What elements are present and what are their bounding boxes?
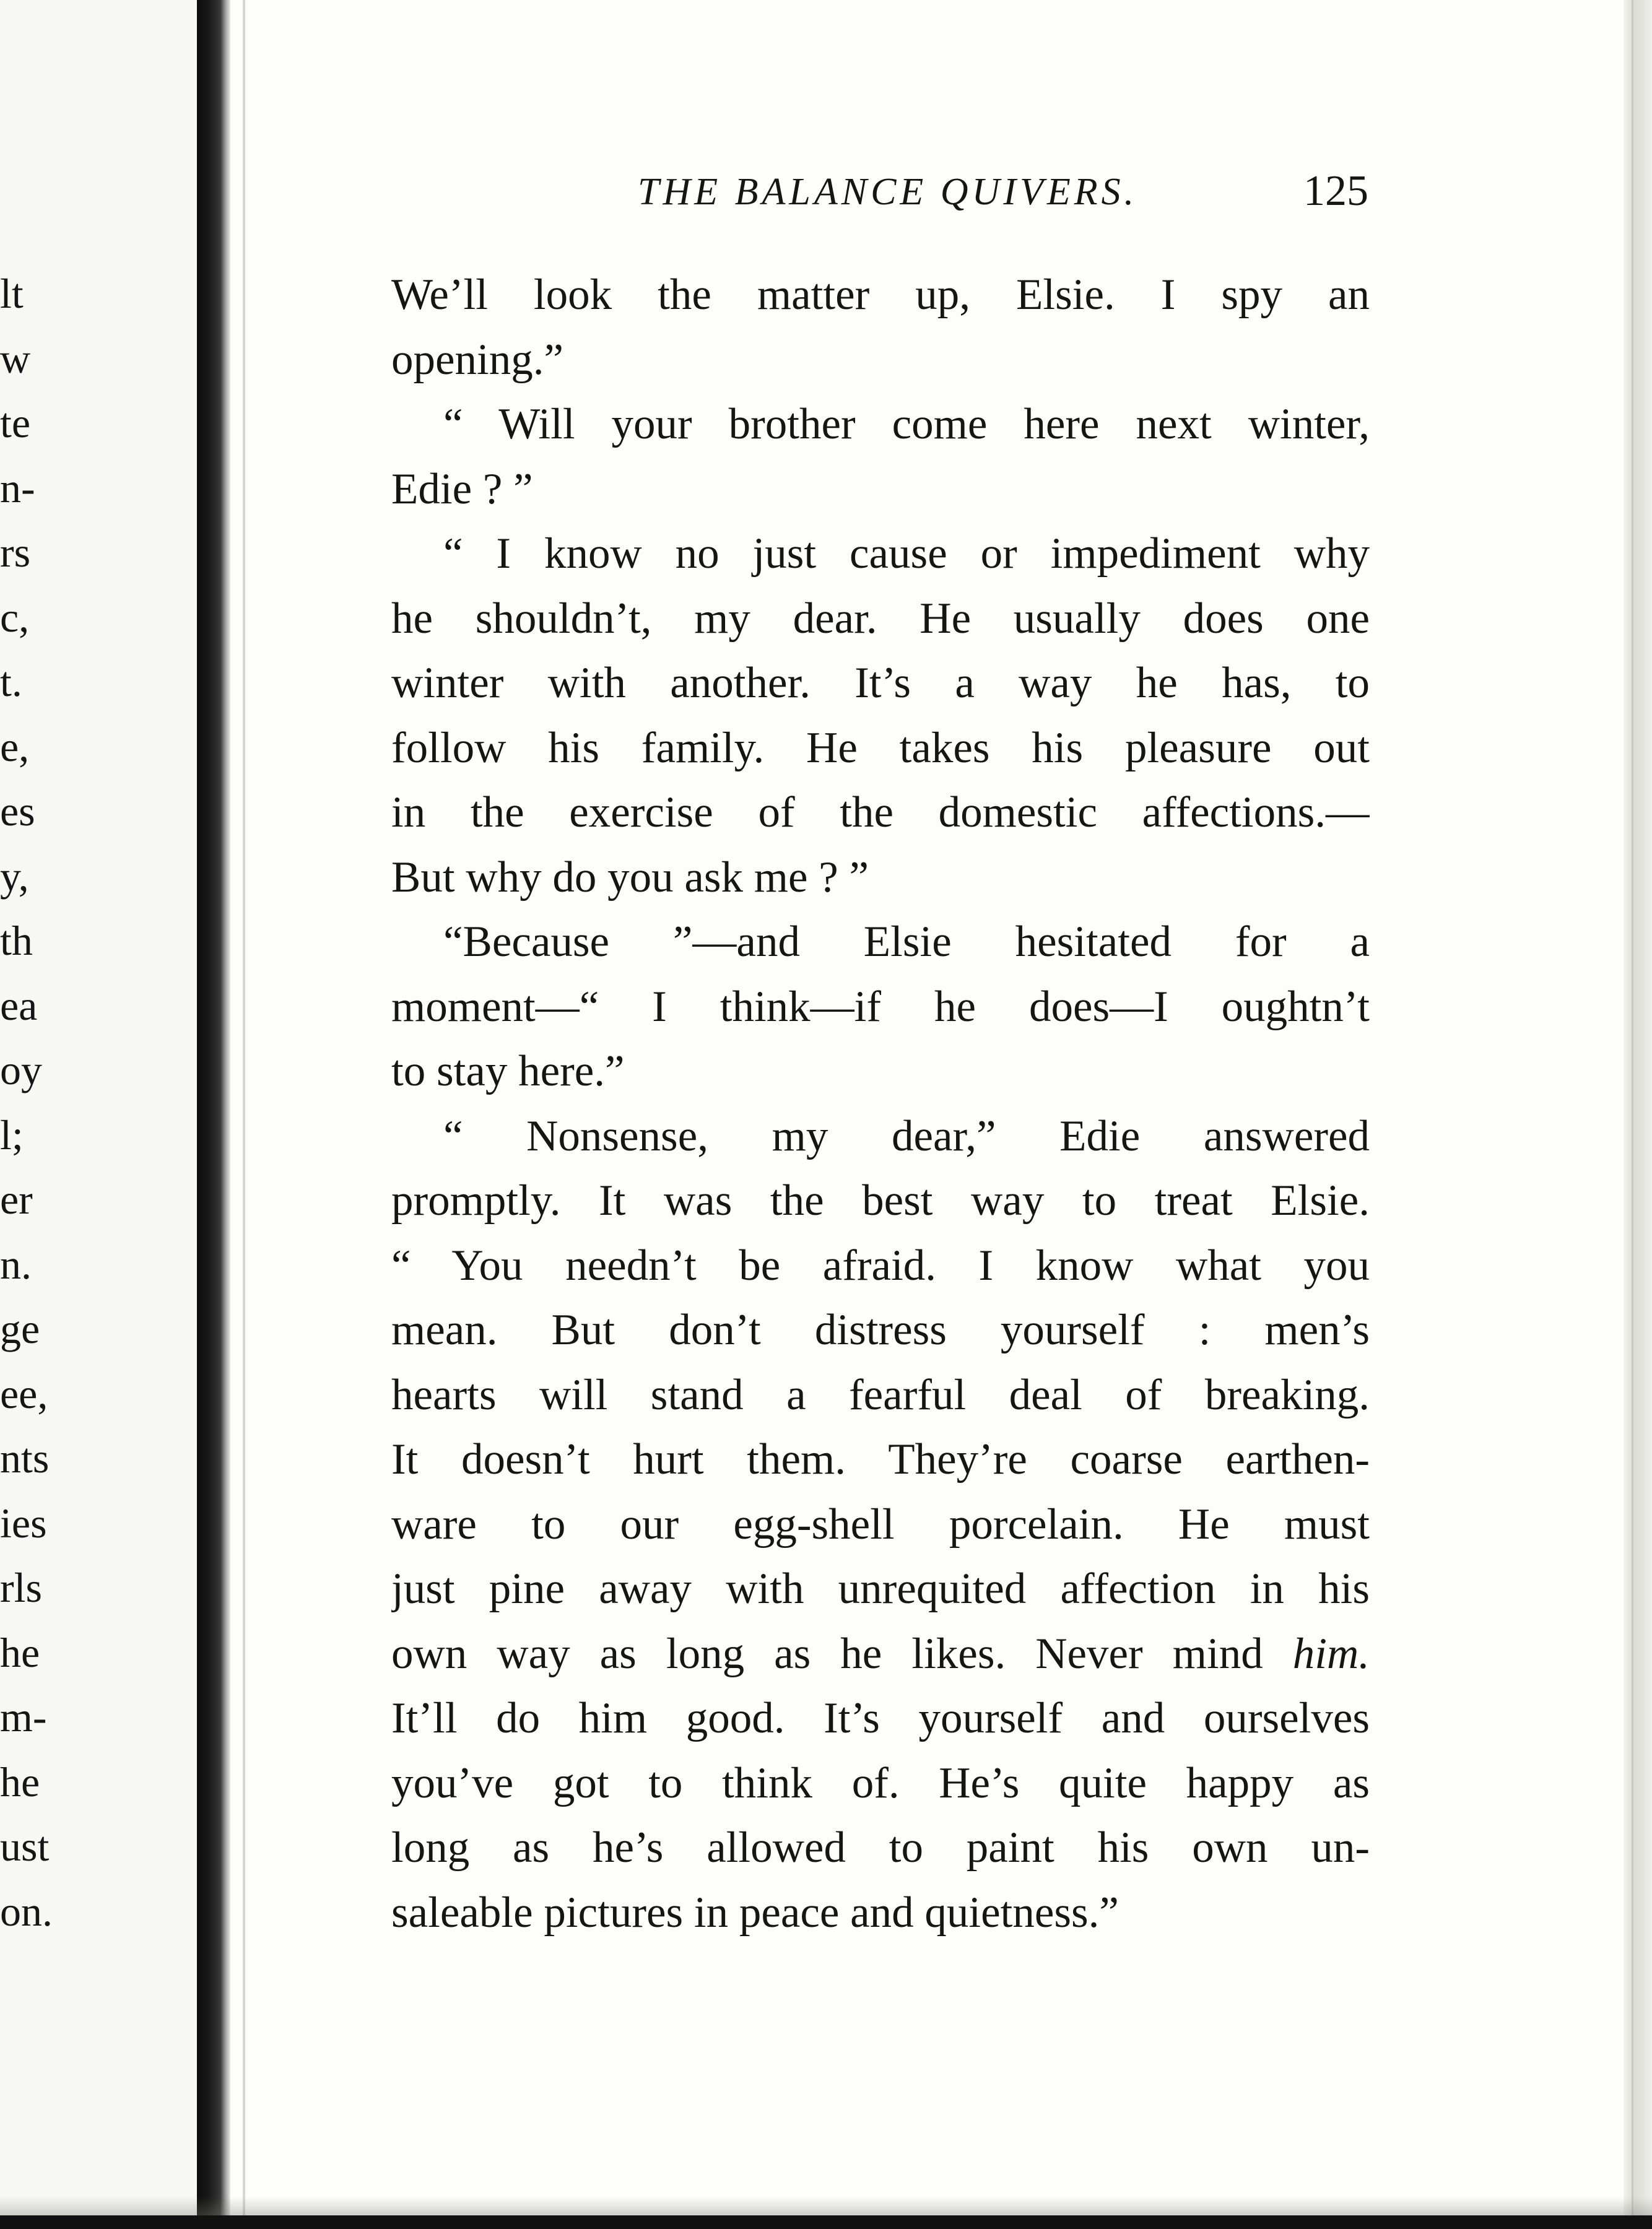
left-page-fragment: ies — [0, 1499, 47, 1547]
bottom-scan-border — [0, 2215, 1652, 2229]
book-gutter — [197, 0, 230, 2229]
running-head-title: THE BALANCE QUIVERS. — [638, 171, 1138, 213]
text-line: “Because ”—and Elsie hesitated for a — [443, 918, 1370, 966]
left-page-fragment: on. — [0, 1887, 53, 1935]
left-page-fragment: er — [0, 1176, 33, 1223]
text-line: mean. But don’t distress yourself : men’s — [391, 1306, 1370, 1354]
text-line: opening.” — [391, 335, 564, 384]
left-page-fragment: es — [0, 788, 35, 835]
text-line: promptly. It was the best way to treat Elsie. — [391, 1176, 1370, 1225]
left-page-fragment: e, — [0, 723, 30, 770]
text-line: We’ll look the matter up, Elsie. I spy an — [391, 271, 1370, 319]
left-page-fragment: he — [0, 1758, 40, 1805]
text-line: just pine away with unrequited affection in his — [391, 1565, 1370, 1613]
left-page-fragment: m- — [0, 1693, 47, 1740]
right-page-edge-line — [1632, 0, 1633, 2229]
left-facing-page — [0, 0, 198, 2229]
left-page-fragment: y, — [0, 852, 29, 900]
left-page-fragment: ge — [0, 1305, 40, 1352]
text-line: winter with another. It’s a way he has, to — [391, 659, 1370, 707]
text-line: “ You needn’t be afraid. I know what you — [391, 1241, 1370, 1290]
running-head — [390, 167, 1368, 220]
text-line: in the exercise of the domestic affections.— — [391, 788, 1370, 836]
text-line: moment—“ I think—if he does—I oughtn’t — [391, 982, 1370, 1031]
right-page-edge — [1624, 0, 1652, 2229]
left-page-fragment: ee, — [0, 1370, 48, 1417]
left-page-fragment: n. — [0, 1240, 32, 1288]
left-page-fragment: c, — [0, 593, 30, 641]
left-page-fragment: th — [0, 917, 33, 964]
text-line: ware to our egg-shell porcelain. He must — [391, 1500, 1370, 1549]
text-line: It’ll do him good. It’s yourself and ourselves — [391, 1694, 1370, 1742]
text-line: Edie ? ” — [391, 464, 533, 513]
text-line: “ Will your brother come here next winter, — [443, 400, 1370, 448]
text-line: hearts will stand a fearful deal of breaking. — [391, 1370, 1370, 1419]
left-page-fragment: te — [0, 399, 31, 446]
left-page-fragment: ea — [0, 981, 38, 1029]
left-page-fragment: nts — [0, 1435, 50, 1482]
left-page-fragment: he — [0, 1628, 40, 1676]
left-page-fragment: ust — [0, 1823, 50, 1870]
left-page-fragment: t. — [0, 658, 22, 705]
page-number: 125 — [1303, 167, 1368, 215]
left-page-fragment: rs — [0, 529, 31, 576]
left-page-fragment: l; — [0, 1111, 24, 1158]
left-page-fragment: w — [0, 334, 31, 382]
text-line: It doesn’t hurt them. They’re coarse earthen- — [391, 1435, 1370, 1484]
text-line: you’ve got to think of. He’s quite happy as — [391, 1758, 1370, 1807]
text-line: follow his family. He takes his pleasure out — [391, 723, 1370, 772]
text-line: long as he’s allowed to paint his own un- — [391, 1823, 1370, 1872]
text-line: “ Nonsense, my dear,” Edie answered — [443, 1111, 1370, 1160]
emphasized-word: him. — [1292, 1629, 1370, 1678]
text-line: he shouldn’t, my dear. He usually does one — [391, 594, 1370, 643]
left-page-fragment: rls — [0, 1564, 42, 1611]
bottom-shadow — [0, 2197, 1652, 2215]
body-text — [391, 263, 1370, 1945]
text-line: “ I know no just cause or impediment why — [443, 529, 1370, 578]
left-page-fragment: lt — [0, 270, 24, 317]
text-line: own way as long as he likes. Never mind him. — [391, 1629, 1370, 1678]
left-page-fragment: n- — [0, 464, 35, 511]
text-line: to stay here.” — [391, 1047, 625, 1095]
text-line: saleable pictures in peace and quietness.” — [391, 1888, 1119, 1937]
gutter-edge-line — [243, 0, 245, 2229]
left-page-fragment: oy — [0, 1046, 42, 1093]
text-line: But why do you ask me ? ” — [391, 853, 869, 902]
